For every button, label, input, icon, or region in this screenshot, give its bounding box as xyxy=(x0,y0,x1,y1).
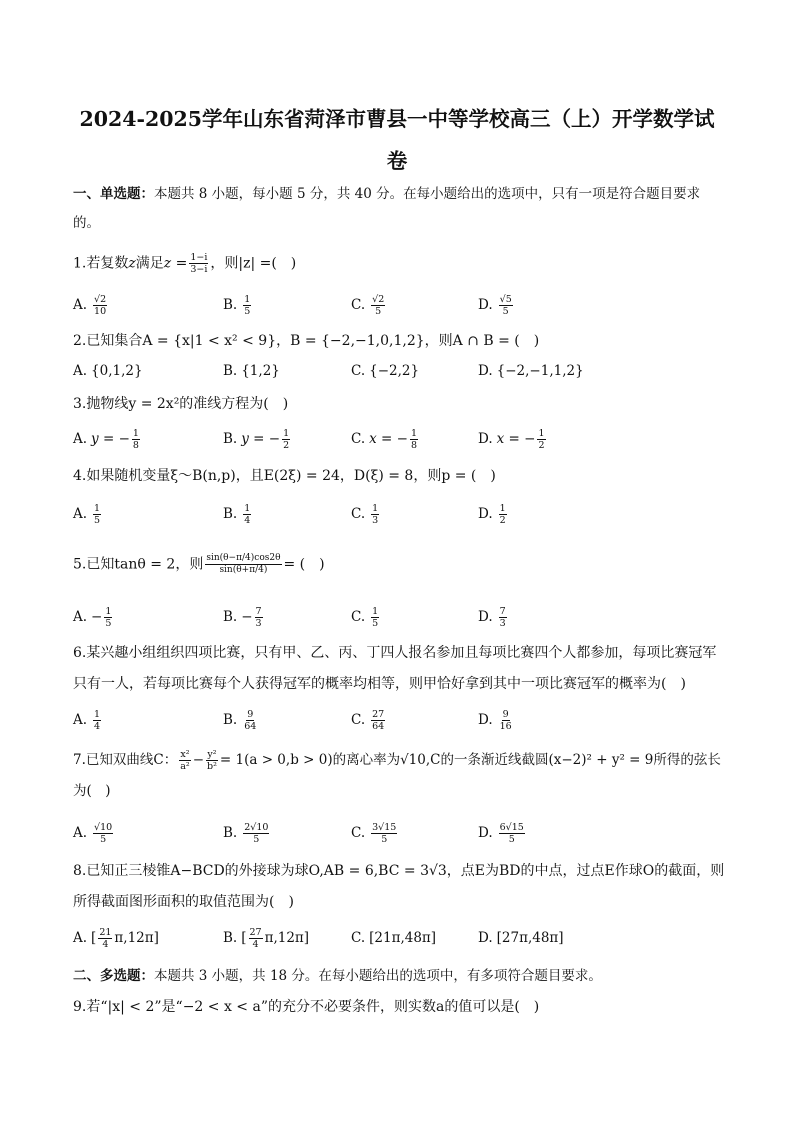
fraction: $\frac{\sin(\theta-\pi/4)\cos 2\theta}{\sin(\theta+\pi/4)}$ xyxy=(206,553,281,575)
option-c[interactable]: C. $\frac{√2}{5}$ xyxy=(351,293,385,317)
section-heading: 一、单选题： xyxy=(73,186,154,202)
question-9: 9.若“|x| < 2”是“−2 < x < a”的充分不必要条件，则实数a的值可以是( ) xyxy=(73,999,540,1015)
option-a[interactable]: A. [ $\frac{21}{4}$ π,12π] xyxy=(73,926,159,950)
question-7: 7.已知双曲线C： $\frac{\text{x²}}{\text{a²}}$ − $\frac{\text{y²}}{\text{b²}}$ = 1(a > 0,b > 0)的离心率为√10,C的一条渐近线截圆(x−2)² + y² = 9所得的弦长为( ) xyxy=(73,749,721,799)
options-q8 xyxy=(73,925,723,951)
question-6: 6.某兴趣小组组织四项比赛，只有甲、乙、丙、丁四人报名参加且每项比赛四个人都参加，每项比赛冠军只有一人，若每项比赛每个人获得冠军的概率均相等，则甲恰好拿到其中一项比赛冠军的概率为( ) xyxy=(73,645,717,692)
option-a[interactable]: A. $\frac{1}{5}$ xyxy=(73,502,101,526)
question-2: 2.已知集合A = {x|1 < x² < 9}，B = {−2,−1,0,1,2}，则A ∩ B = ( ) xyxy=(73,333,540,349)
section-multiple-choice xyxy=(73,962,723,991)
options-q6 xyxy=(73,707,723,733)
question-5: 5.已知tanθ = 2，则 $\frac{\sin(\theta-\pi/4)\cos 2\theta}{\sin(\theta+\pi/4)}$ = ( ) xyxy=(73,553,325,575)
option-d[interactable]: D. [27π,48π] xyxy=(478,930,564,946)
option-d[interactable]: D. $\frac{1}{2}$ xyxy=(478,502,506,526)
options-q1 xyxy=(73,292,723,318)
option-d[interactable]: D. $\frac{7}{3}$ xyxy=(478,605,506,629)
option-b[interactable]: B. − $\frac{7}{3}$ xyxy=(223,605,262,629)
option-d[interactable]: D. $\frac{√5}{5}$ xyxy=(478,293,512,317)
option-b[interactable]: B. $\frac{2√10}{5}$ xyxy=(223,821,269,845)
option-c[interactable]: C. [21π,48π] xyxy=(351,930,437,946)
options-q7 xyxy=(73,820,723,846)
option-a[interactable]: A. $\frac{1}{4}$ xyxy=(73,708,101,732)
option-d[interactable]: D. x = − $\frac{1}{2}$ xyxy=(478,427,545,451)
options-q5 xyxy=(73,604,723,630)
option-b[interactable]: B. $\frac{1}{4}$ xyxy=(223,502,251,526)
section-single-choice xyxy=(73,180,723,238)
option-a[interactable]: A. − $\frac{1}{5}$ xyxy=(73,605,112,629)
option-c[interactable]: C. $\frac{1}{3}$ xyxy=(351,502,379,526)
option-d[interactable]: D. $\frac{6√15}{5}$ xyxy=(478,821,524,845)
exam-title-line1: 2024-2025学年山东省菏泽市曹县一中等学校高三（上）开学数学试 xyxy=(79,107,715,131)
question-1: 1.若复数z满足z = $\frac{1-i}{3-i}$ ，则|z| =( ) xyxy=(73,252,297,275)
option-c[interactable]: C. x = − $\frac{1}{8}$ xyxy=(351,427,418,451)
option-a[interactable]: A. {0,1,2} xyxy=(73,363,143,379)
option-a[interactable]: A. $\frac{√10}{5}$ xyxy=(73,821,113,845)
option-c[interactable]: C. $\frac{1}{5}$ xyxy=(351,605,379,629)
option-a[interactable]: A. y = − $\frac{1}{8}$ xyxy=(73,427,139,451)
option-b[interactable]: B. y = − $\frac{1}{2}$ xyxy=(223,427,290,451)
option-b[interactable]: B. $\frac{9}{64}$ xyxy=(223,708,257,732)
section-text: 本题共 3 小题，共 18 分。在每小题给出的选项中，有多项符合题目要求。 xyxy=(154,968,602,984)
options-q2 xyxy=(73,358,723,384)
option-b[interactable]: B. $\frac{1}{5}$ xyxy=(223,293,251,317)
option-d[interactable]: D. {−2,−1,1,2} xyxy=(478,363,584,379)
option-b[interactable]: B. {1,2} xyxy=(223,363,280,379)
option-c[interactable]: C. {−2,2} xyxy=(351,363,420,379)
option-a[interactable]: A. $\frac{√2}{10}$ xyxy=(73,293,107,317)
question-4: 4.如果随机变量ξ～B(n,p)，且E(2ξ) = 24，D(ξ) = 8，则p = ( ) xyxy=(73,468,496,484)
exam-title-line2: 卷 xyxy=(386,149,408,173)
question-8: 8.已知正三棱锥A−BCD的外接球为球O,AB = 6,BC = 3√3，点E为BD的中点，过点E作球O的截面，则所得截面图形面积的取值范围为( ) xyxy=(73,863,725,910)
section-text: 本题共 8 小题，每小题 5 分，共 40 分。在每小题给出的选项中，只有一项是符合题目要求的。 xyxy=(73,186,701,231)
section-heading: 二、多选题： xyxy=(73,968,154,984)
question-3: 3.抛物线y = 2x²的准线方程为( ) xyxy=(73,396,289,412)
option-c[interactable]: C. $\frac{3√15}{5}$ xyxy=(351,821,397,845)
options-q4 xyxy=(73,501,723,527)
option-c[interactable]: C. $\frac{27}{64}$ xyxy=(351,708,385,732)
option-d[interactable]: D. $\frac{9}{16}$ xyxy=(478,708,512,732)
option-b[interactable]: B. [ $\frac{27}{4}$ π,12π] xyxy=(223,926,310,950)
fraction: $\frac{1-i}{3-i}$ xyxy=(190,252,208,275)
options-q3 xyxy=(73,426,723,452)
